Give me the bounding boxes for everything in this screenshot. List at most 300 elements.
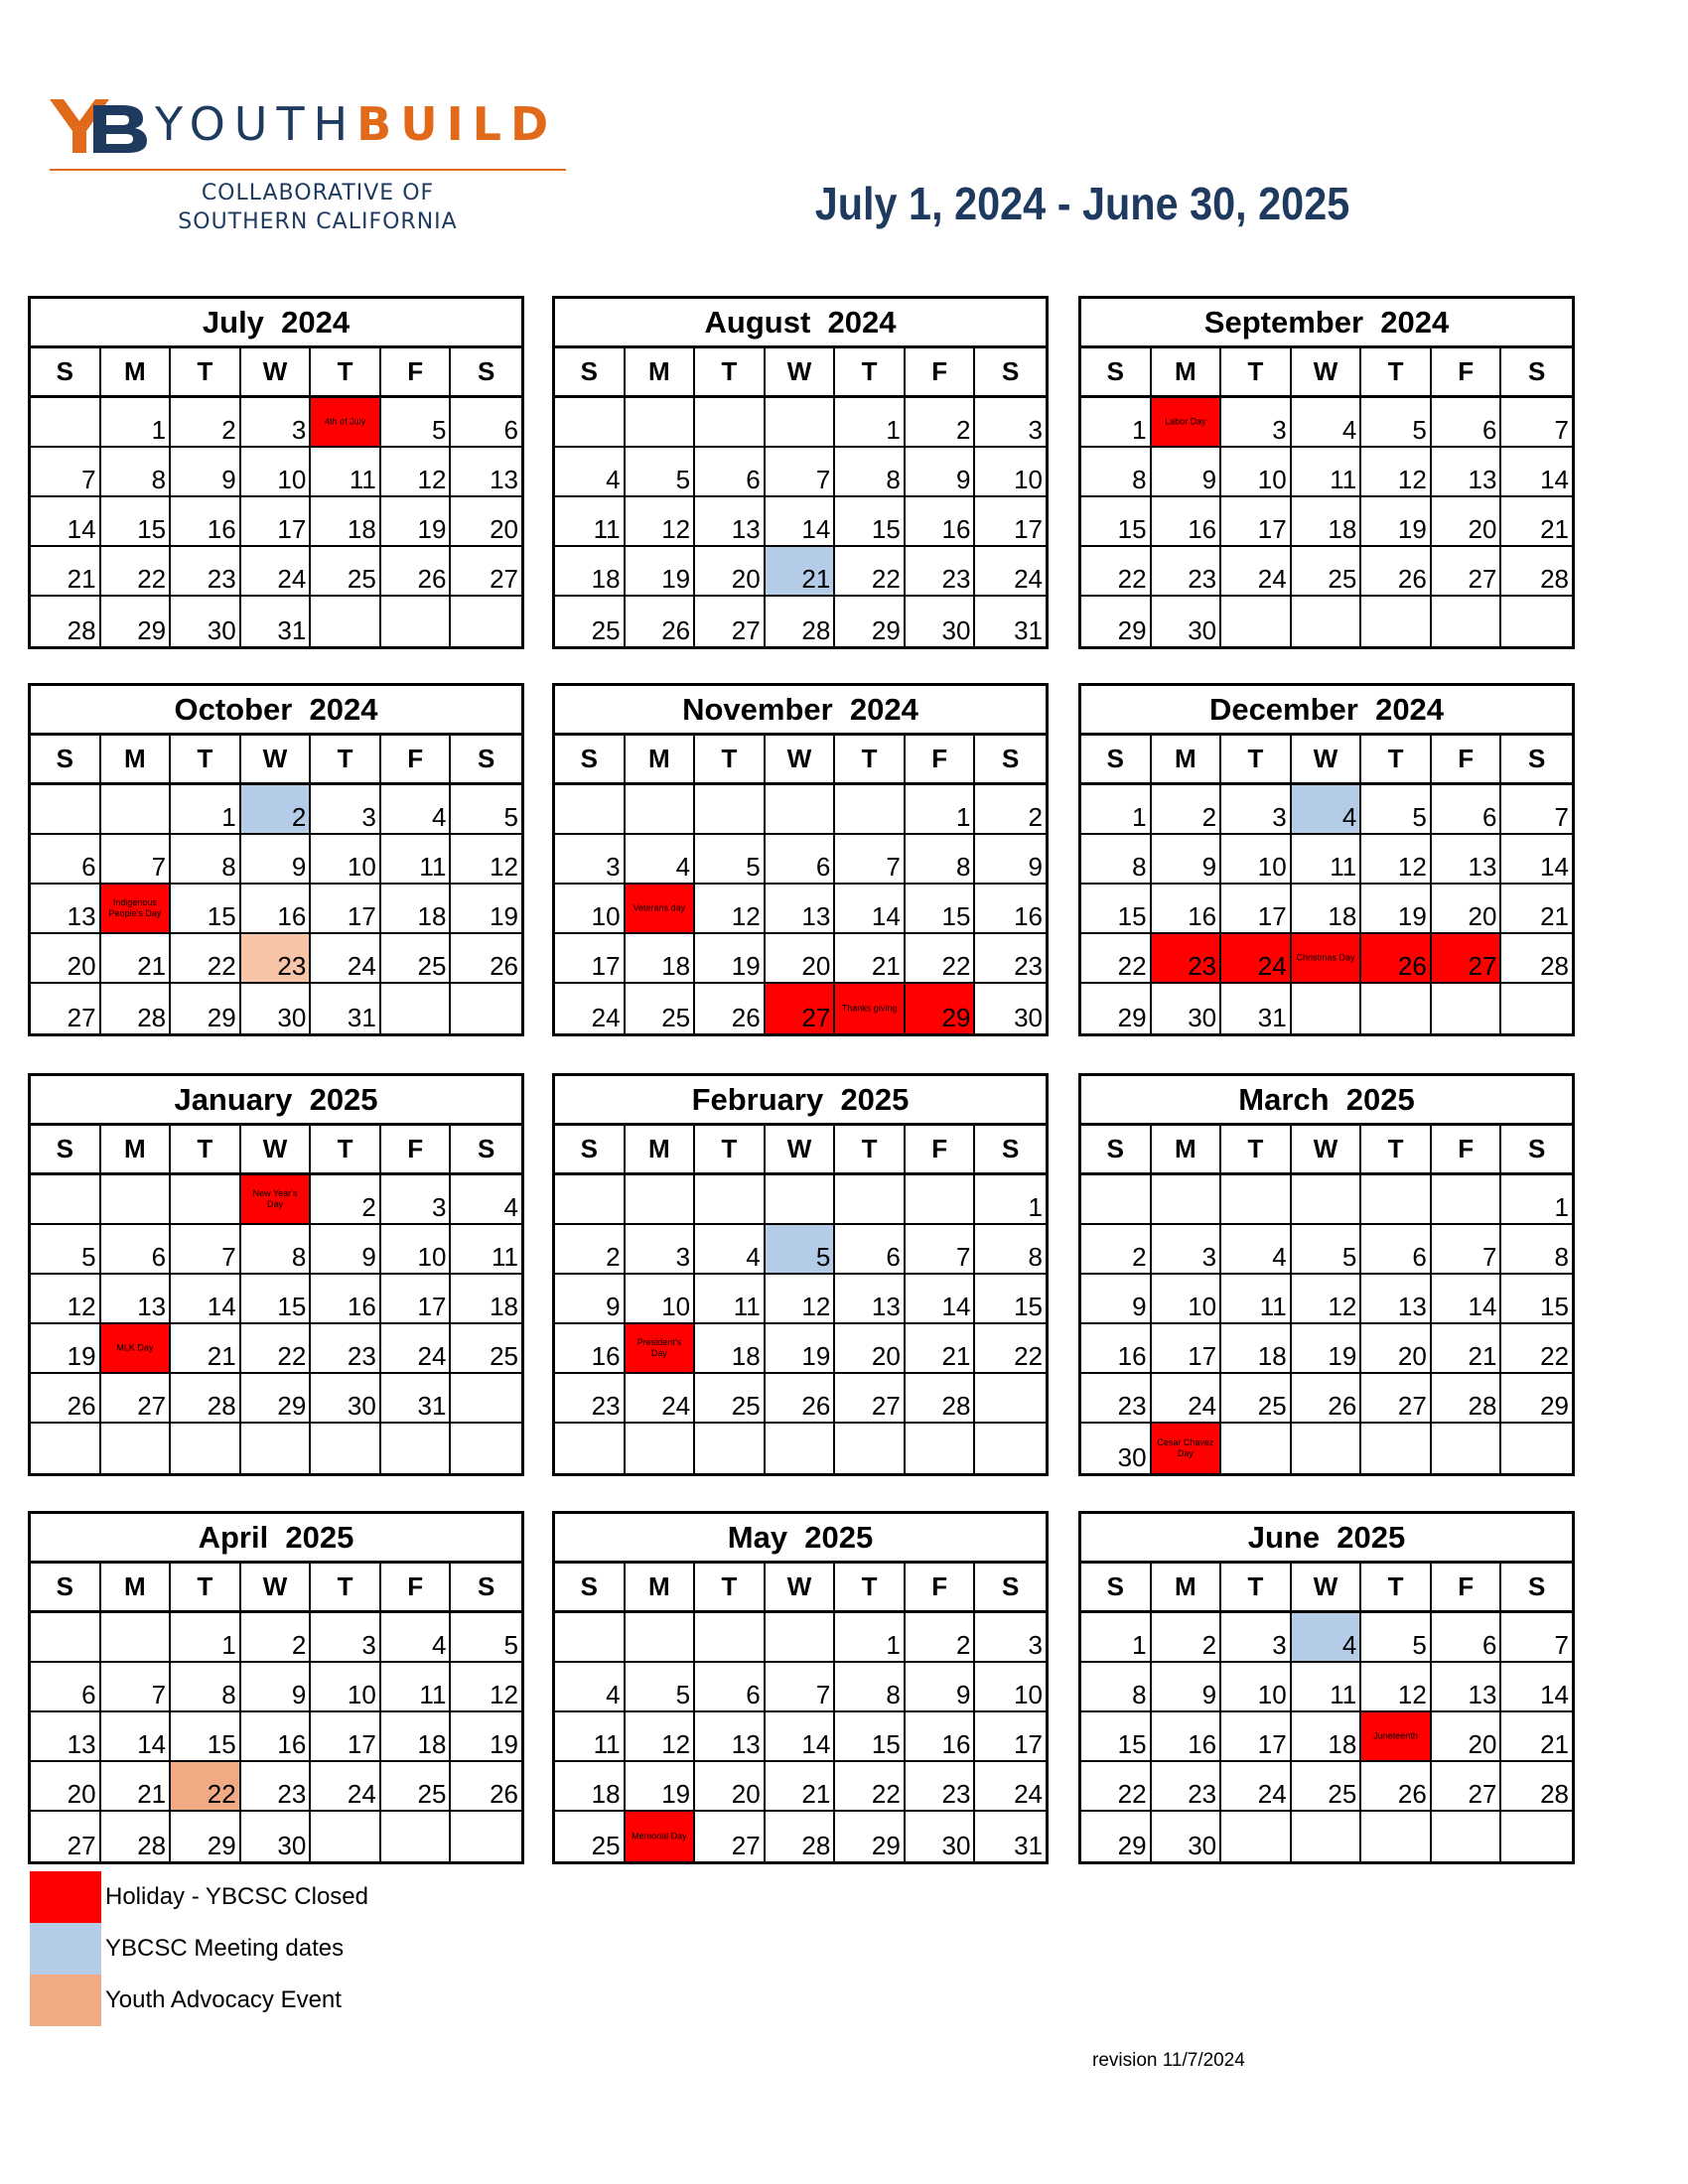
day-cell [1501,1175,1572,1225]
month-title: August 2024 [555,299,1046,348]
day-cell [31,1712,101,1762]
day-number: 23 [347,1341,376,1371]
day-cell [1292,1712,1362,1762]
day-cell [626,1613,696,1663]
day-number: 5 [675,465,691,494]
day-cell [241,597,312,646]
day-number: 1 [221,802,236,832]
day-number: 21 [1540,901,1569,931]
day-cell [1432,785,1502,835]
day-number: 27 [731,1831,761,1860]
day-number: 15 [871,1729,901,1759]
day-number: 13 [490,465,518,494]
day-number: 5 [1341,1242,1357,1272]
day-number: 11 [419,1680,447,1709]
day-number: 25 [591,615,621,645]
day-cell [835,1374,906,1424]
weekday-header: S [975,1126,1046,1175]
weekday-header: W [1292,1564,1362,1613]
month-grid [31,736,521,1033]
day-cell [171,984,241,1033]
weekday-header: S [1081,1126,1152,1175]
day-cell [835,1712,906,1762]
weekday-header: T [1221,1126,1292,1175]
day-number: 22 [1117,951,1147,981]
day-number: 20 [1397,1341,1427,1371]
day-cell [626,835,696,885]
day-number: 23 [1188,951,1217,981]
day-cell [766,835,836,885]
holiday-name: Labor Day [1165,416,1206,427]
day-cell [1081,1374,1152,1424]
holiday-name: New Year's Day [252,1187,298,1209]
month-calendar [1078,683,1575,1036]
month-title: April 2025 [31,1514,521,1564]
day-cell [101,1424,172,1473]
day-cell [241,1762,312,1812]
day-cell [1432,934,1502,984]
day-cell [975,984,1046,1033]
day-cell [1221,1762,1292,1812]
holiday-name: Indigenous People's Day [108,896,162,918]
day-cell [31,597,101,646]
day-number: 4 [1341,802,1357,832]
day-cell [451,1275,521,1324]
day-cell [1361,597,1432,646]
logo-divider [50,169,566,171]
day-cell [1361,1712,1432,1762]
day-cell [171,835,241,885]
day-number: 14 [801,514,831,544]
day-cell [1081,785,1152,835]
day-cell [101,1663,172,1712]
day-cell [1501,1762,1572,1812]
day-cell [906,1324,976,1374]
day-cell [451,1762,521,1812]
weekday-header: W [241,1126,312,1175]
day-cell [555,1175,626,1225]
day-number: 12 [661,1729,691,1759]
day-cell [975,1175,1046,1225]
day-cell [626,1812,696,1861]
day-cell [311,1374,381,1424]
day-number: 18 [591,1779,621,1809]
day-cell [555,835,626,885]
weekday-header: M [101,736,172,785]
day-number: 30 [347,1391,376,1421]
day-number: 27 [137,1391,167,1421]
day-cell [555,497,626,547]
day-number: 2 [221,415,236,445]
day-number: 17 [1014,514,1043,544]
day-number: 19 [1397,514,1427,544]
day-number: 3 [361,1630,376,1660]
day-number: 6 [503,415,518,445]
day-number: 10 [1257,852,1287,882]
day-cell [555,1663,626,1712]
day-number: 28 [1540,1779,1569,1809]
weekday-header: F [381,1564,452,1613]
day-cell [171,547,241,597]
day-number: 27 [871,1391,901,1421]
day-number: 9 [1028,852,1043,882]
day-cell [1501,1712,1572,1762]
day-cell [1152,1225,1222,1275]
day-number: 11 [593,1729,621,1759]
day-cell [101,1374,172,1424]
day-number: 12 [1328,1292,1357,1321]
day-number: 18 [1328,901,1357,931]
day-cell [766,1374,836,1424]
weekday-header: S [451,348,521,398]
weekday-header: W [1292,1126,1362,1175]
weekday-header: S [975,1564,1046,1613]
weekday-header: W [766,1126,836,1175]
day-cell [835,1175,906,1225]
weekday-header: T [171,1126,241,1175]
weekday-header: M [626,736,696,785]
weekday-header: F [1432,1564,1502,1613]
day-cell [1152,835,1222,885]
day-number: 13 [137,1292,167,1321]
youthbuild-logo [50,99,586,238]
day-cell [311,1175,381,1225]
day-cell [1081,1324,1152,1374]
day-cell [695,1762,766,1812]
day-number: 7 [81,465,96,494]
weekday-header: T [311,348,381,398]
day-cell [1152,885,1222,934]
month-grid [31,1126,521,1473]
day-cell [101,1324,172,1374]
day-cell [1361,1275,1432,1324]
day-number: 16 [1014,901,1043,931]
day-cell [1221,1663,1292,1712]
day-number: 20 [801,951,831,981]
day-cell [1432,1324,1502,1374]
day-number: 30 [941,615,971,645]
day-number: 16 [277,1729,307,1759]
day-number: 16 [1117,1341,1147,1371]
day-cell [555,547,626,597]
day-cell [1361,448,1432,497]
day-cell [906,1812,976,1861]
day-cell [1152,934,1222,984]
day-number: 13 [801,901,831,931]
month-grid [555,1564,1046,1861]
day-number: 18 [1328,1729,1357,1759]
day-cell [1501,1613,1572,1663]
month-grid [1081,1564,1572,1861]
day-cell [906,785,976,835]
day-cell [975,1324,1046,1374]
day-cell [695,1324,766,1374]
day-cell [835,934,906,984]
day-cell [1081,448,1152,497]
day-cell [1292,934,1362,984]
day-cell [101,448,172,497]
weekday-header: S [1501,348,1572,398]
day-cell [766,1663,836,1712]
day-cell [906,1175,976,1225]
day-cell [1501,1374,1572,1424]
day-cell [626,885,696,934]
day-cell [695,984,766,1033]
weekday-header: F [381,736,452,785]
day-number: 29 [1117,1831,1147,1860]
day-number: 25 [591,1831,621,1860]
day-number: 30 [277,1003,307,1032]
day-cell [906,1374,976,1424]
day-cell [311,1275,381,1324]
day-number: 4 [503,1192,518,1222]
day-cell [1221,934,1292,984]
day-cell [101,1762,172,1812]
day-cell [1221,885,1292,934]
month-title: October 2024 [31,686,521,736]
day-cell [766,1324,836,1374]
day-cell [555,448,626,497]
day-number: 23 [207,564,236,594]
day-number: 14 [1468,1292,1497,1321]
day-number: 25 [490,1341,518,1371]
day-number: 23 [1188,1779,1217,1809]
day-cell [626,1324,696,1374]
day-cell [1292,1613,1362,1663]
day-cell [1432,1424,1502,1473]
day-number: 1 [886,415,901,445]
day-cell [1432,1275,1502,1324]
day-number: 22 [871,1779,901,1809]
day-number: 11 [1330,465,1357,494]
day-number: 13 [731,514,761,544]
day-number: 25 [731,1391,761,1421]
weekday-header: T [835,1126,906,1175]
day-cell [451,1812,521,1861]
day-number: 1 [151,415,167,445]
day-number: 23 [591,1391,621,1421]
day-number: 8 [291,1242,307,1272]
weekday-header: T [1361,348,1432,398]
day-number: 27 [490,564,518,594]
day-number: 10 [1257,1680,1287,1709]
month-calendar [552,296,1049,649]
day-cell [835,1762,906,1812]
day-number: 19 [417,514,447,544]
day-number: 7 [1554,415,1569,445]
day-number: 15 [1540,1292,1569,1321]
logo-word-youth: YOUTH [155,97,357,151]
day-number: 13 [871,1292,901,1321]
day-cell [835,835,906,885]
weekday-header: S [1081,1564,1152,1613]
day-cell [381,984,452,1033]
day-cell [1292,547,1362,597]
day-cell [171,597,241,646]
day-number: 17 [1257,901,1287,931]
day-number: 4 [1272,1242,1287,1272]
day-number: 26 [490,951,518,981]
legend-label-holiday: Holiday - YBCSC Closed [105,1883,368,1910]
day-cell [626,934,696,984]
month-calendar [552,683,1049,1036]
day-cell [1221,1324,1292,1374]
day-cell [906,984,976,1033]
month-calendar [28,1073,524,1476]
day-cell [311,835,381,885]
day-number: 10 [347,1680,376,1709]
day-number: 16 [941,1729,971,1759]
day-number: 10 [277,465,307,494]
day-number: 16 [1188,1729,1217,1759]
day-cell [1361,1613,1432,1663]
day-cell [311,1613,381,1663]
day-number: 29 [1117,1003,1147,1032]
day-number: 29 [1540,1391,1569,1421]
day-number: 8 [1132,852,1147,882]
day-cell [695,1812,766,1861]
day-number: 28 [207,1391,236,1421]
day-cell [626,1175,696,1225]
day-number: 27 [67,1003,96,1032]
day-cell [835,785,906,835]
day-cell [381,497,452,547]
day-number: 7 [1554,1630,1569,1660]
day-cell [626,1275,696,1324]
day-number: 14 [1540,1680,1569,1709]
day-number: 11 [1330,852,1357,882]
day-cell [766,547,836,597]
day-number: 24 [591,1003,621,1032]
day-cell [975,398,1046,448]
day-cell [451,1613,521,1663]
day-number: 17 [1014,1729,1043,1759]
day-cell [171,1374,241,1424]
day-cell [906,835,976,885]
day-cell [555,1712,626,1762]
day-cell [1152,1762,1222,1812]
day-number: 18 [347,514,376,544]
day-cell [1221,1424,1292,1473]
day-cell [1152,497,1222,547]
day-number: 12 [67,1292,96,1321]
day-number: 29 [1117,615,1147,645]
day-number: 14 [67,514,96,544]
holiday-name: President's Day [636,1336,681,1358]
legend-label-advocacy: Youth Advocacy Event [105,1986,342,2013]
weekday-header: S [31,1564,101,1613]
weekday-header: M [626,1126,696,1175]
day-cell [975,597,1046,646]
day-cell [1292,448,1362,497]
weekday-header: T [171,348,241,398]
day-number: 23 [277,951,307,981]
day-number: 17 [591,951,621,981]
day-cell [101,785,172,835]
day-number: 22 [207,951,236,981]
day-cell [31,885,101,934]
day-cell [766,934,836,984]
yb-logo-icon [50,99,149,155]
day-number: 28 [801,1831,831,1860]
day-number: 27 [1468,1779,1497,1809]
day-number: 4 [606,465,621,494]
day-cell [381,785,452,835]
day-cell [311,934,381,984]
day-cell [241,1324,312,1374]
day-number: 3 [606,852,621,882]
weekday-header: T [1221,348,1292,398]
day-cell [101,1175,172,1225]
day-number: 25 [417,951,447,981]
weekday-header: W [766,736,836,785]
day-cell [1081,835,1152,885]
day-number: 23 [277,1779,307,1809]
day-number: 13 [1468,465,1497,494]
day-cell [1292,1324,1362,1374]
day-number: 30 [1188,1003,1217,1032]
day-cell [31,448,101,497]
day-number: 26 [661,615,691,645]
month-grid [31,348,521,646]
day-cell [906,398,976,448]
day-number: 8 [221,852,236,882]
revision-note: revision 11/7/2024 [1092,2050,1245,2071]
day-number: 21 [801,564,831,594]
day-cell [906,1424,976,1473]
day-cell [381,547,452,597]
day-number: 22 [871,564,901,594]
day-cell [451,547,521,597]
holiday-name: Cesar Chavez Day [1157,1436,1214,1458]
day-number: 12 [801,1292,831,1321]
day-cell [1361,1663,1432,1712]
day-number: 4 [431,1630,447,1660]
day-cell [381,1424,452,1473]
month-title: November 2024 [555,686,1046,736]
day-cell [381,835,452,885]
day-cell [171,497,241,547]
day-cell [381,1324,452,1374]
day-cell [1292,835,1362,885]
weekday-header: T [1361,1126,1432,1175]
day-cell [1361,398,1432,448]
day-number: 25 [1257,1391,1287,1421]
logo-subtitle-line-1: COLLABORATIVE OF [201,181,435,205]
month-calendar [552,1511,1049,1864]
weekday-header: W [766,1564,836,1613]
weekday-header: F [1432,736,1502,785]
day-number: 14 [871,901,901,931]
weekday-header: M [101,1126,172,1175]
day-cell [1152,547,1222,597]
day-cell [31,1663,101,1712]
day-cell [241,1225,312,1275]
day-cell [101,984,172,1033]
day-number: 9 [1201,465,1217,494]
day-number: 23 [1188,564,1217,594]
day-number: 10 [1188,1292,1217,1321]
weekday-header: M [626,348,696,398]
weekday-header: S [1081,736,1152,785]
day-number: 10 [661,1292,691,1321]
day-number: 7 [815,465,831,494]
day-number: 21 [941,1341,971,1371]
day-cell [695,1424,766,1473]
day-number: 21 [67,564,96,594]
day-number: 8 [221,1680,236,1709]
day-cell [1432,1812,1502,1861]
